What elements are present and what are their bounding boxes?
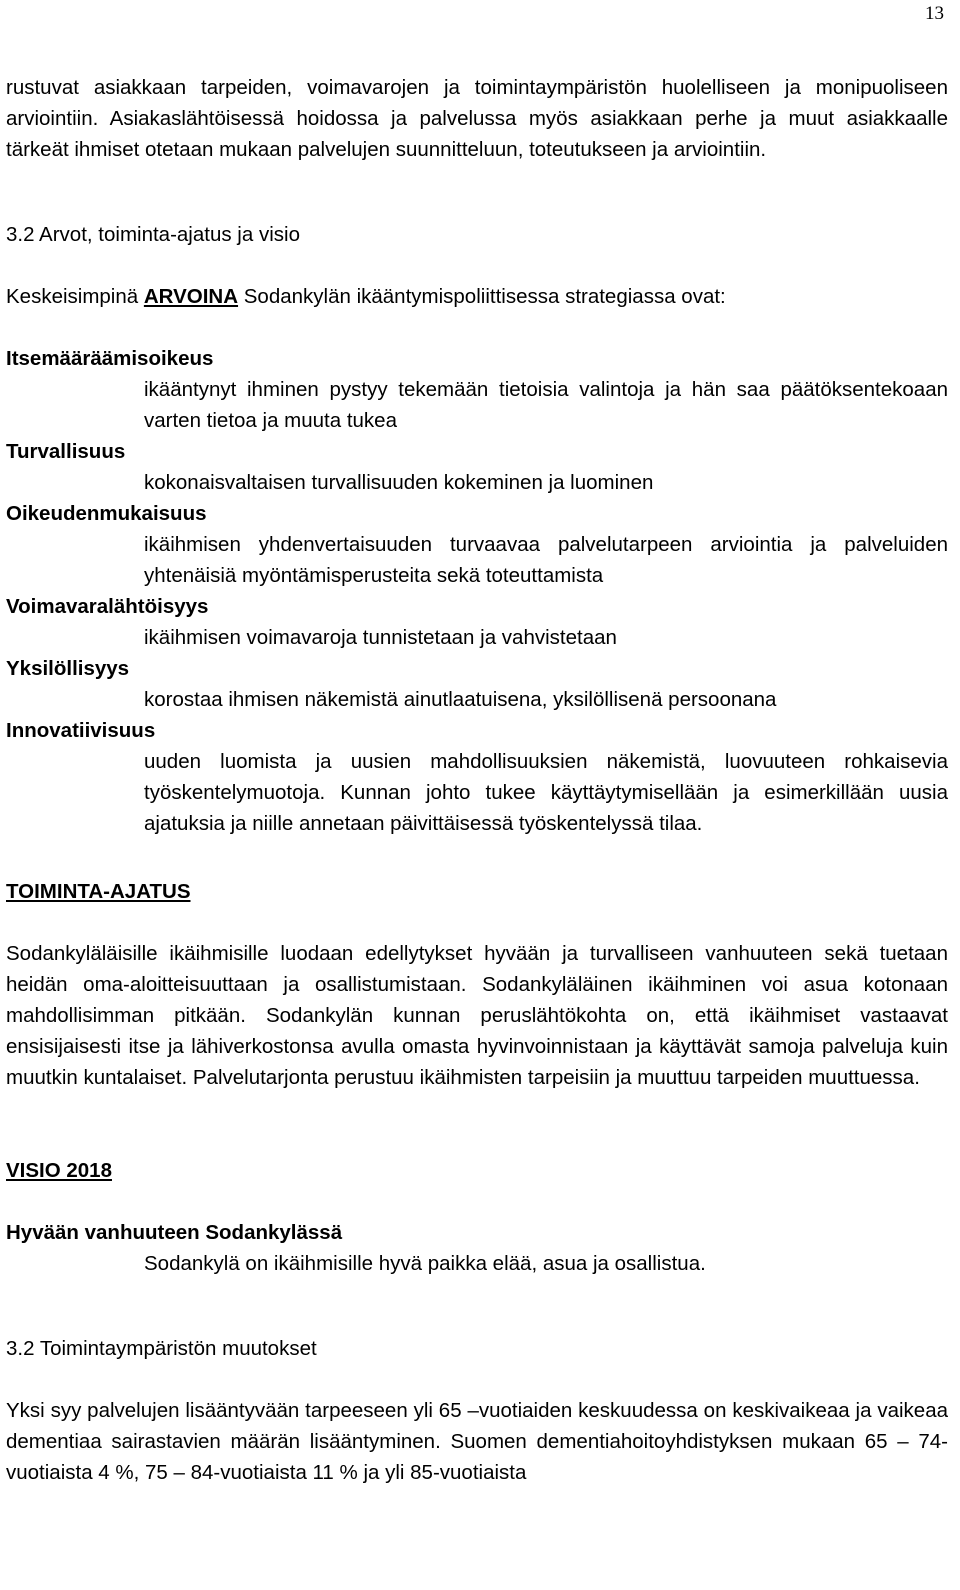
section-heading-environment: 3.2 Toimintaympäristön muutokset <box>6 1337 317 1360</box>
value-description: korostaa ihmisen näkemistä ainutlaatuisena, yksilöllisenä persoonana <box>144 688 777 711</box>
document-body <box>6 72 948 1488</box>
value-item <box>6 653 948 715</box>
value-item <box>6 343 948 436</box>
value-description: ikääntynyt ihminen pystyy tekemään tietoisia valintoja ja hän saa päätöksentekoaan varten tietoa ja muuta tukea <box>144 378 948 432</box>
toiminta-ajatus-paragraph: Sodankyläläisille ikäihmisille luodaan edellytykset hyvään ja turvalliseen vanhuuteen sekä tuetaan heidän oma-aloitteisuuttaan ja osallistumistaan. Sodankyläläinen ikäihminen voi asua kotonaan mahdollisimman pitkään. Sodankylän kunnan peruslähtökohta on, että ikäihmiset vastaavat ensisijaisesti itse ja lähiverkostonsa avulla omasta hyvinvoinnistaan ja käyttävät samoja palveluja kuin muutkin kuntalaiset. Palvelutarjonta perustuu ikäihmisten tarpeisiin ja muuttuu tarpeiden muuttuessa. <box>6 942 948 1089</box>
value-description: kokonaisvaltaisen turvallisuuden kokeminen ja luominen <box>144 471 654 494</box>
value-item <box>6 498 948 591</box>
environment-paragraph: Yksi syy palvelujen lisääntyvään tarpeeseen yli 65 –vuotiaiden keskuudessa on keskivaikeaa ja vaikeaa dementiaa sairastavien määrän lisääntyminen. Suomen dementiahoitoyhdistyksen mukaan 65 – 74-vuotiaista 4 %, 75 – 84-vuotiaista 11 % ja yli 85-vuotiaista <box>6 1399 948 1484</box>
value-term: Itsemääräämisoikeus <box>6 347 214 370</box>
value-term: Yksilöllisyys <box>6 657 130 680</box>
values-intro-prefix: Keskeisimpinä <box>6 285 144 308</box>
values-intro-emphasis: ARVOINA <box>143 285 239 308</box>
value-description: uuden luomista ja uusien mahdollisuuksien näkemistä, luovuuteen rohkaisevia työskentelymuotoja. Kunnan johto tukee käyttäytymisellään ja esimerkillään uusia ajatuksia ja niille annetaan päivittäisessä työskentelyssä tilaa. <box>144 750 948 835</box>
value-item <box>6 715 948 839</box>
values-intro <box>6 281 948 312</box>
visio-subheading: Hyvään vanhuuteen Sodankylässä <box>6 1221 343 1244</box>
visio-statement: Sodankylä on ikäihmisille hyvä paikka elää, asua ja osallistua. <box>144 1252 706 1275</box>
value-term: Turvallisuus <box>6 440 126 463</box>
page-number: 13 <box>925 3 944 24</box>
value-term: Oikeudenmukaisuus <box>6 502 207 525</box>
section-heading-values: 3.2 Arvot, toiminta-ajatus ja visio <box>6 223 300 246</box>
value-item <box>6 591 948 653</box>
value-item <box>6 436 948 498</box>
value-term: Voimavaralähtöisyys <box>6 595 209 618</box>
value-description: ikäihmisen voimavaroja tunnistetaan ja vahvistetaan <box>144 626 617 649</box>
value-description: ikäihmisen yhdenvertaisuuden turvaavaa palvelutarpeen arviointia ja palveluiden yhtenäisiä myöntämisperusteita sekä toteuttamista <box>144 533 948 587</box>
value-term: Innovatiivisuus <box>6 719 156 742</box>
section-heading-toiminta-ajatus: TOIMINTA-AJATUS <box>6 880 191 903</box>
values-list <box>6 343 948 839</box>
section-heading-visio: VISIO 2018 <box>6 1159 112 1182</box>
values-intro-suffix: Sodankylän ikääntymispoliittisessa strategiassa ovat: <box>238 285 726 308</box>
intro-paragraph: rustuvat asiakkaan tarpeiden, voimavarojen ja toimintaympäristön huolelliseen ja monipuoliseen arviointiin. Asiakaslähtöisessä hoidossa ja palvelussa myös asiakkaan perhe ja muut asiakkaalle tärkeät ihmiset otetaan mukaan palvelujen suunnitteluun, toteutukseen ja arviointiin. <box>6 76 948 161</box>
